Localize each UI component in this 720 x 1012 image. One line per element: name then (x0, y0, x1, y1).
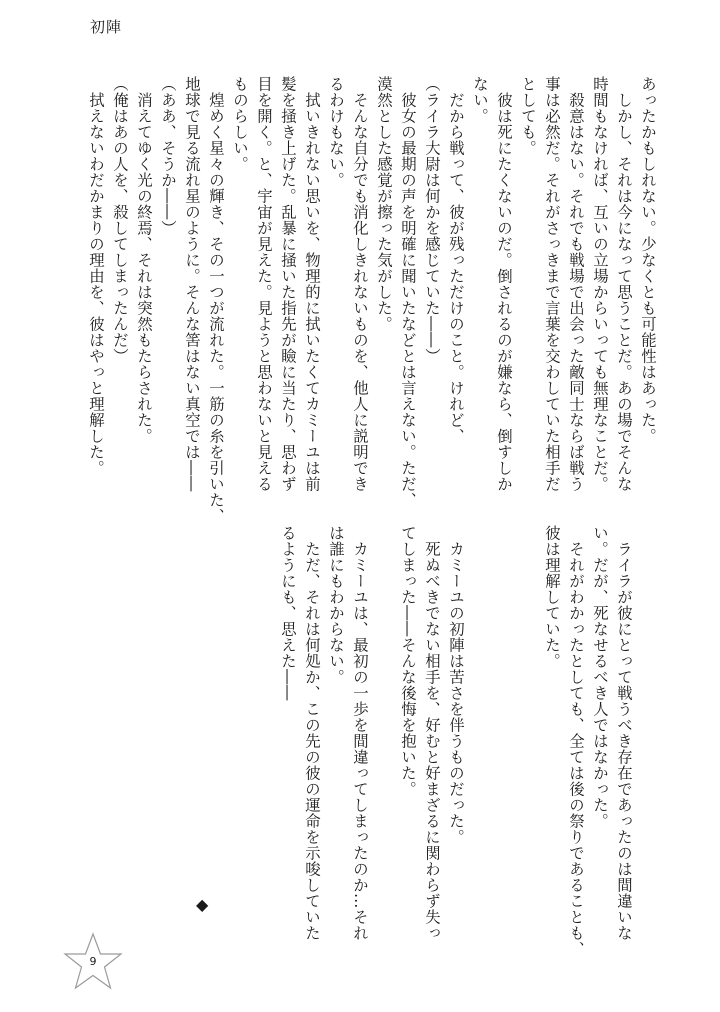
text-line: るようにも、思えた―― (279, 525, 297, 701)
end-mark: ◆ (196, 895, 209, 914)
text-line: 彼女の最期の声を明確に聞いたなどとは言えない。ただ、 (399, 76, 417, 508)
text-line: 消えてゆく光の終焉、それは突然もたらされた。 (135, 76, 153, 444)
text-line: るわけもない。 (327, 76, 345, 188)
text-line: としても。 (519, 76, 537, 156)
text-line: 煌めく星々の輝き、その一つが流れた。一筋の糸を引いた、 (207, 76, 225, 524)
text-line: そんな自分でも消化しきれないものを、他人に説明でき (351, 76, 369, 492)
text-line: だから戦って、彼が残っただけのこと。けれど、 (447, 76, 465, 444)
text-line: 死ぬべきでない相手を、好むと好まざるに関わらず失っ (423, 525, 441, 941)
text-line: 事は必然だ。それがさっきまで言葉を交わしていた相手だ (543, 76, 561, 492)
text-line: しかし、それは今になって思うことだ。あの場でそんな (615, 76, 633, 492)
text-line: 彼は死にたくないのだ。倒されるのが嫌なら、倒すしか (495, 76, 513, 492)
text-line: ライラが彼にとって戦うべき存在であったのは間違いな (615, 525, 633, 941)
text-line: それがわかったとしても、全ては後の祭りであることも、 (567, 525, 585, 957)
page-number: 9 (89, 955, 97, 968)
text-line: （俺はあの人を、殺してしまったんだ） (111, 76, 129, 364)
text-line: 殺意はない。それでも戦場で出会った敵同士ならば戦う (567, 76, 585, 492)
text-line: ただ、それは何処か、この先の彼の運命を示唆していた (303, 525, 321, 941)
text-line: 拭いきれない思いを、物理的に拭いたくてカミーユは前 (303, 76, 321, 492)
text-line: 拭えないわだかまりの理由を、彼はやっと理解した。 (87, 76, 105, 476)
text-line: （ライラ大尉は何かを感じていた――） (423, 76, 441, 364)
text-line: カミーユは、最初の一歩を間違ってしまったのか…それ (351, 525, 369, 941)
text-line: は誰にもわからない。 (327, 525, 345, 685)
text-line: 時間もなければ、互いの立場からいっても無理なことだ。 (591, 76, 609, 492)
text-line: い。だが、死なせるべき人ではなかった。 (591, 525, 609, 829)
text-line: ものらしい。 (231, 76, 249, 172)
text-line: あったかもしれない。少なくとも可能性はあった。 (639, 76, 657, 444)
text-line: 目を開く。と、宇宙が見えた。見ようと思わないと見える (255, 76, 273, 492)
text-line: カミーユの初陣は苦さを伴うものだった。 (447, 525, 465, 845)
text-line: ない。 (471, 76, 489, 124)
text-line: （ああ、そうか――） (159, 76, 177, 236)
text-line: てしまった――そんな後悔を抱いた。 (399, 525, 417, 797)
text-line: 漠然とした感覚が擦った気がした。 (375, 76, 393, 332)
page-number-badge (62, 932, 124, 992)
text-line: 彼は理解していた。 (543, 525, 561, 669)
text-line: 髪を掻き上げた。乱暴に掻いた指先が瞼に当たり、思わず (279, 76, 297, 492)
text-line: 地球で見る流れ星のように。そんな筈はない真空では―― (183, 76, 201, 492)
chapter-title: 初陣 (90, 18, 123, 36)
